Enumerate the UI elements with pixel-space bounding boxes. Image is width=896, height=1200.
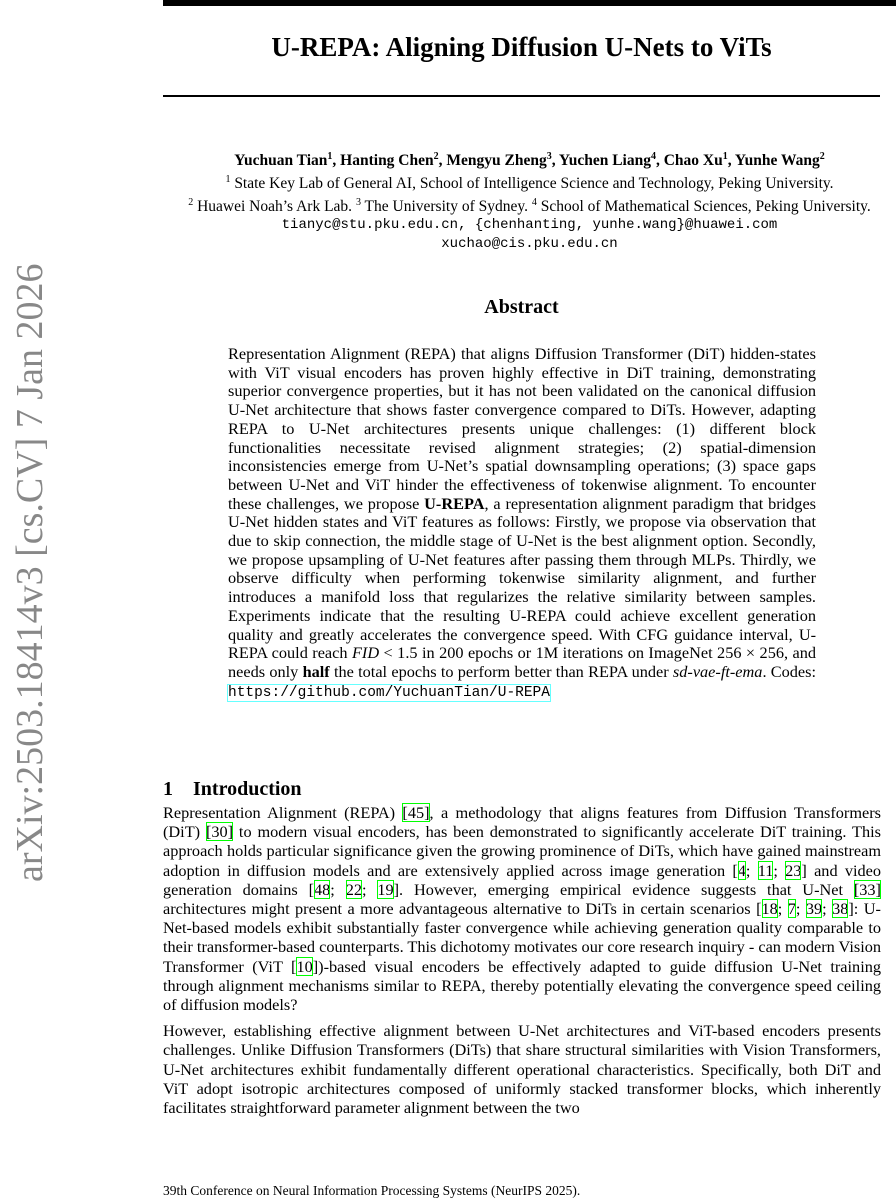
- section-heading: [163, 778, 302, 801]
- text-segment: the total epochs to perform better than REPA under: [329, 661, 673, 681]
- email-line-1: tianyc@stu.pku.edu.cn, {chenhanting, yunhe.wang}@huawei.com: [281, 217, 778, 234]
- citation-link[interactable]: 23: [785, 860, 802, 880]
- author-name: Yunhe Wang: [734, 152, 820, 170]
- section-number: 1: [163, 778, 173, 800]
- text-segment: ;: [330, 879, 346, 899]
- arxiv-identifier: arXiv:2503.18414v3 [cs.CV] 7 Jan 2026: [9, 263, 51, 882]
- italic-text: FID: [351, 643, 380, 663]
- top-rule: [163, 0, 896, 6]
- italic-text: sd-vae-ft-ema: [672, 661, 763, 681]
- author-name: Yuchen Liang: [558, 152, 651, 170]
- text-segment: Representation Alignment (REPA): [163, 803, 403, 822]
- text-segment: ;: [361, 879, 378, 899]
- citation-link[interactable]: [33]: [853, 879, 881, 899]
- text-segment: , a representation alignment paradigm that bridges U-Net hidden states and ViT features as follows: Firstly, we propose via observation that due to skip connection, the middle stage of U-Net is the best alignment option. Secondly, we propose upsampling of U-Net features after passing them through MLPs. Thirdly, we observe difficulty when performing tokenwise similarity alignment, and further introduces a manifold loss that regularizes the relative similarity between samples. Experiments indicate that the resulting U-REPA could achieve excellent generation quality and greatly accelerates the convergence speed. With CFG guidance interval, U-REPA could reach: [228, 493, 817, 663]
- abstract-body: [228, 345, 816, 702]
- citation-link[interactable]: 38: [832, 899, 849, 919]
- author-affiliation-mark: 2: [433, 151, 439, 162]
- code-link[interactable]: https://github.com/YuchuanTian/U-REPA: [228, 684, 550, 701]
- author-names: Yuchuan Tian$^1$, Hanting Chen$^2$, Mengyu Zheng$^3$, Yuchen Liang$^4$, Chao Xu$^1$, Yunhe Wang$^2$: [234, 151, 825, 170]
- author-block: [163, 147, 896, 254]
- affiliation-line-1: $^1$ State Key Lab of General AI, School of Intelligence Science and Technology, Peking University.: [225, 174, 834, 193]
- text-segment: < 1.5 in 200 epochs or 1M iterations on ImageNet 256 × 256, and needs only: [228, 643, 816, 681]
- text-segment: ])-based visual encoders be effectively adapted to guide diffusion U-Net training through alignment mechanisms similar to REPA, thereby potentially elevating the convergence speed ceiling of diffusion models?: [163, 956, 882, 1015]
- author-affiliation-mark: 1: [327, 151, 333, 162]
- text-segment: . Codes:: [762, 661, 817, 681]
- author-affiliation-mark: 4: [650, 151, 656, 162]
- bold-text: half: [302, 661, 330, 681]
- citation-link[interactable]: 4: [737, 860, 746, 880]
- author-name: Hanting Chen: [340, 152, 434, 170]
- text-segment: ;: [822, 899, 833, 919]
- footer-note: 39th Conference on Neural Information Processing Systems (NeurIPS 2025).: [163, 1183, 581, 1198]
- citation-link[interactable]: 18: [761, 899, 778, 919]
- bold-text: U-REPA: [424, 493, 485, 513]
- affiliation-1: State Key Lab of General AI, School of Intelligence Science and Technology, Peking University.: [234, 175, 834, 193]
- text-segment: to modern visual encoders, has been demonstrated to significantly accelerate DiT training. This approach holds particular significance given the growing prominence of DiTs, which have gained mainstream adoption in diffusion models and are extensively applied across image generation [: [163, 822, 882, 880]
- citation-link[interactable]: 22: [345, 879, 362, 899]
- author-affiliation-mark: 1: [722, 151, 728, 162]
- text-segment: architectures might present a more advantageous alternative to DiTs in certain scenarios [: [163, 899, 762, 919]
- section-title: Introduction: [193, 778, 302, 800]
- citation-link[interactable]: 39: [805, 899, 823, 919]
- text-segment: ] and video generation domains [: [163, 860, 881, 899]
- citation-link[interactable]: 11: [757, 860, 774, 880]
- text-segment: , a methodology that aligns features from Diffusion Transformers (DiT): [163, 803, 881, 842]
- author-affiliation-mark: 2: [819, 151, 825, 162]
- introduction-body: [163, 803, 881, 1124]
- citation-link[interactable]: [45]: [402, 803, 430, 822]
- paper-title: U-REPA: Aligning Diffusion U-Nets to ViTs: [271, 32, 772, 62]
- text-segment: ]: U-Net-based models exhibit substantially faster convergence while achieving generation quality comparable to their transformer-based counterparts. This dichotomy motivates our core research inquiry - can modern Vision Transformer (ViT [: [163, 899, 881, 976]
- author-affiliation-mark: 3: [546, 151, 552, 162]
- affiliation-3: The University of Sydney.: [364, 198, 528, 216]
- citation-link[interactable]: [30]: [205, 822, 234, 842]
- citation-link[interactable]: 19: [377, 879, 394, 899]
- title-rule: [163, 95, 880, 97]
- citation-link[interactable]: 7: [787, 899, 796, 919]
- paragraph: [163, 1021, 881, 1117]
- affiliation-line-2: $^2$ Huawei Noah’s Ark Lab. $^3$ The University of Sydney. $^4$ School of Mathematical Sciences, Peking University.: [188, 197, 871, 216]
- affiliation-2: Huawei Noah’s Ark Lab.: [197, 198, 353, 216]
- text-segment: Representation Alignment (REPA) that aligns Diffusion Transformer (DiT) hidden-states with ViT visual encoders has proven highly effective in DiT training, demonstrating superior convergence properties, but it has not been validated on the canonical diffusion U-Net architecture that shows faster convergence compared to DiTs. However, adapting REPA to U-Net architectures presents unique challenges: (1) different block functionalities necessitate revised alignment strategies; (2) spatial-dimension inconsistencies emerge from U-Net’s spatial downsampling operations; (3) space gaps between U-Net and ViT hinder the effectiveness of tokenwise alignment. To encounter these challenges, we propose: [228, 344, 816, 513]
- author-name: Mengyu Zheng: [446, 152, 547, 170]
- abstract-heading: Abstract: [484, 296, 559, 318]
- text-segment: ;: [795, 899, 806, 919]
- citation-link[interactable]: 10: [296, 956, 313, 976]
- text-segment: ;: [773, 860, 786, 880]
- text-segment: ;: [777, 899, 788, 919]
- author-name: Yuchuan Tian: [234, 152, 328, 170]
- text-segment: ;: [745, 860, 758, 880]
- paragraph: [163, 803, 881, 1014]
- email-line-2: xuchao@cis.pku.edu.cn: [441, 236, 618, 253]
- citation-link[interactable]: 48: [314, 879, 331, 899]
- text-segment: ]. However, emerging empirical evidence suggests that U-Net: [393, 879, 854, 899]
- affiliation-4: School of Mathematical Sciences, Peking University.: [540, 198, 871, 216]
- author-name: Chao Xu: [663, 152, 723, 170]
- text-segment: However, establishing effective alignment between U-Net architectures and ViT-based encoders presents challenges. Unlike Diffusion Transformers (DiTs) that share structural similarities with Vision Transformers, U-Net architectures exhibit fundamentally different operational characteristics. Specifically, both DiT and ViT adopt isotropic architectures composed of uniformly stacked transformer blocks, which inherently facilitates straightforward parameter alignment between the two: [163, 1021, 881, 1118]
